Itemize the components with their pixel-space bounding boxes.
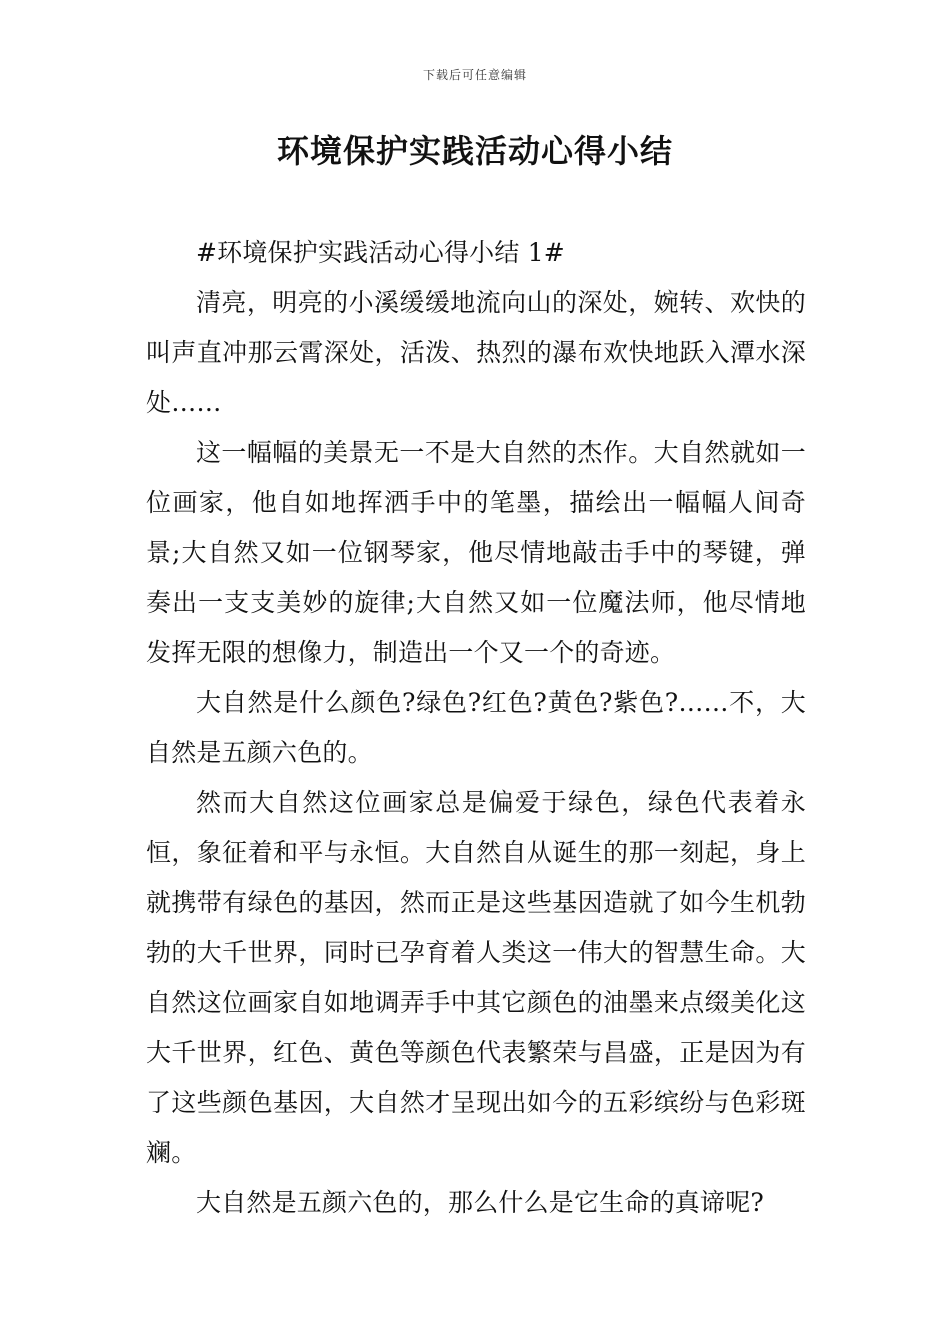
paragraph: 清亮，明亮的小溪缓缓地流向山的深处，婉转、欢快的叫声直冲那云霄深处，活泼、热烈的瀑布欢快地跃入潭水深处…… — [146, 288, 806, 417]
paragraph: 大自然是什么颜色?绿色?红色?黄色?紫色?……不，大自然是五颜六色的。 — [146, 688, 806, 767]
document-body — [146, 228, 806, 1228]
paragraph: 这一幅幅的美景无一不是大自然的杰作。大自然就如一位画家，他自如地挥洒手中的笔墨，描绘出一幅幅人间奇景;大自然又如一位钢琴家，他尽情地敲击手中的琴键，弹奏出一支支美妙的旋律;大自然又如一位魔法师，他尽情地发挥无限的想像力，制造出一个又一个的奇迹。 — [146, 438, 806, 667]
paragraph-section-heading: #环境保护实践活动心得小结 1# — [196, 238, 565, 267]
paragraph: 大自然是五颜六色的，那么什么是它生命的真谛呢? — [196, 1188, 765, 1217]
header-note: 下载后可任意编辑 — [422, 68, 527, 82]
paragraph: 然而大自然这位画家总是偏爱于绿色，绿色代表着永恒，象征着和平与永恒。大自然自从诞生的那一刻起，身上就携带有绿色的基因，然而正是这些基因造就了如今生机勃勃的大千世界，同时已孕育着人类这一伟大的智慧生命。大自然这位画家自如地调弄手中其它颜色的油墨来点缀美化这大千世界，红色、黄色等颜色代表繁荣与昌盛，正是因为有了这些颜色基因，大自然才呈现出如今的五彩缤纷与色彩斑斓。 — [146, 788, 806, 1167]
document-title: 环境保护实践活动心得小结 — [276, 132, 673, 170]
